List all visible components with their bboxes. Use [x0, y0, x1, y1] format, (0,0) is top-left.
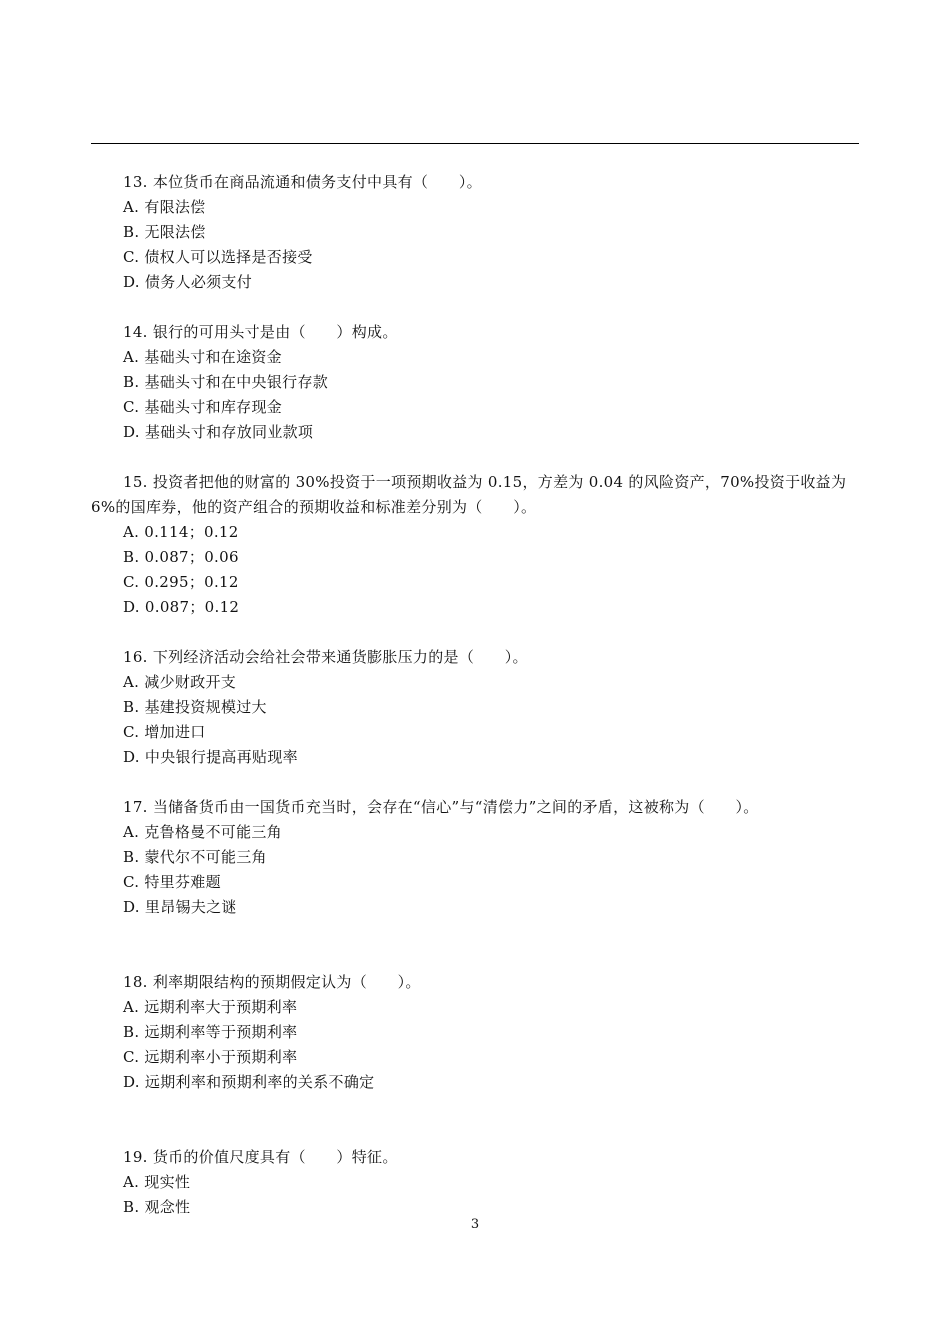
option-a: A. 现实性 — [123, 1173, 191, 1191]
question-16 — [91, 645, 861, 770]
option-b: B. 基础头寸和在中央银行存款 — [123, 373, 329, 391]
option-a: A. 远期利率大于预期利率 — [123, 998, 298, 1016]
option-b: B. 远期利率等于预期利率 — [123, 1023, 298, 1041]
question-15 — [91, 470, 861, 620]
question-17 — [91, 795, 861, 920]
option-d: D. 0.087；0.12 — [123, 598, 240, 616]
question-13 — [91, 170, 861, 295]
option-c: C. 特里芬难题 — [123, 873, 221, 891]
question-stem: 19. 货币的价值尺度具有（ ）特征。 — [123, 1148, 398, 1166]
question-14 — [91, 320, 861, 445]
question-stem: 17. 当储备货币由一国货币充当时，会存在“信心”与“清偿力”之间的矛盾，这被称为（ ）。 — [123, 798, 759, 816]
option-d: D. 远期利率和预期利率的关系不确定 — [123, 1073, 375, 1091]
question-stem: 14. 银行的可用头寸是由（ ）构成。 — [123, 323, 398, 341]
question-18 — [91, 970, 861, 1095]
option-b: B. 基建投资规模过大 — [123, 698, 267, 716]
option-b: B. 蒙代尔不可能三角 — [123, 848, 267, 866]
question-stem: 13. 本位货币在商品流通和债务支付中具有（ ）。 — [123, 173, 482, 191]
option-c: C. 远期利率小于预期利率 — [123, 1048, 298, 1066]
option-a: A. 克鲁格曼不可能三角 — [123, 823, 282, 841]
option-a: A. 有限法偿 — [123, 198, 206, 216]
option-c: C. 0.295；0.12 — [123, 573, 239, 591]
question-stem: 18. 利率期限结构的预期假定认为（ ）。 — [123, 973, 421, 991]
question-stem: 16. 下列经济活动会给社会带来通货膨胀压力的是（ ）。 — [123, 648, 528, 666]
question-stem: 15. 投资者把他的财富的 30%投资于一项预期收益为 0.15，方差为 0.04 的风险资产，70%投资于收益为 6%的国库券，他的资产组合的预期收益和标准差分别为（ ）。 — [91, 473, 847, 516]
option-d: D. 基础头寸和存放同业款项 — [123, 423, 314, 441]
option-b: B. 无限法偿 — [123, 223, 206, 241]
option-c: C. 债权人可以选择是否接受 — [123, 248, 313, 266]
question-19 — [91, 1145, 861, 1220]
option-b: B. 观念性 — [123, 1198, 191, 1216]
option-c: C. 增加进口 — [123, 723, 206, 741]
option-d: D. 中央银行提高再贴现率 — [123, 748, 298, 766]
option-a: A. 0.114；0.12 — [123, 523, 239, 541]
page-number: 3 — [470, 1217, 480, 1232]
option-a: A. 减少财政开支 — [123, 673, 237, 691]
option-d: D. 里昂锡夫之谜 — [123, 898, 237, 916]
option-d: D. 债务人必须支付 — [123, 273, 253, 291]
document-body — [91, 170, 861, 1220]
option-c: C. 基础头寸和库存现金 — [123, 398, 283, 416]
option-b: B. 0.087；0.06 — [123, 548, 239, 566]
header-rule — [91, 143, 859, 144]
option-a: A. 基础头寸和在途资金 — [123, 348, 282, 366]
